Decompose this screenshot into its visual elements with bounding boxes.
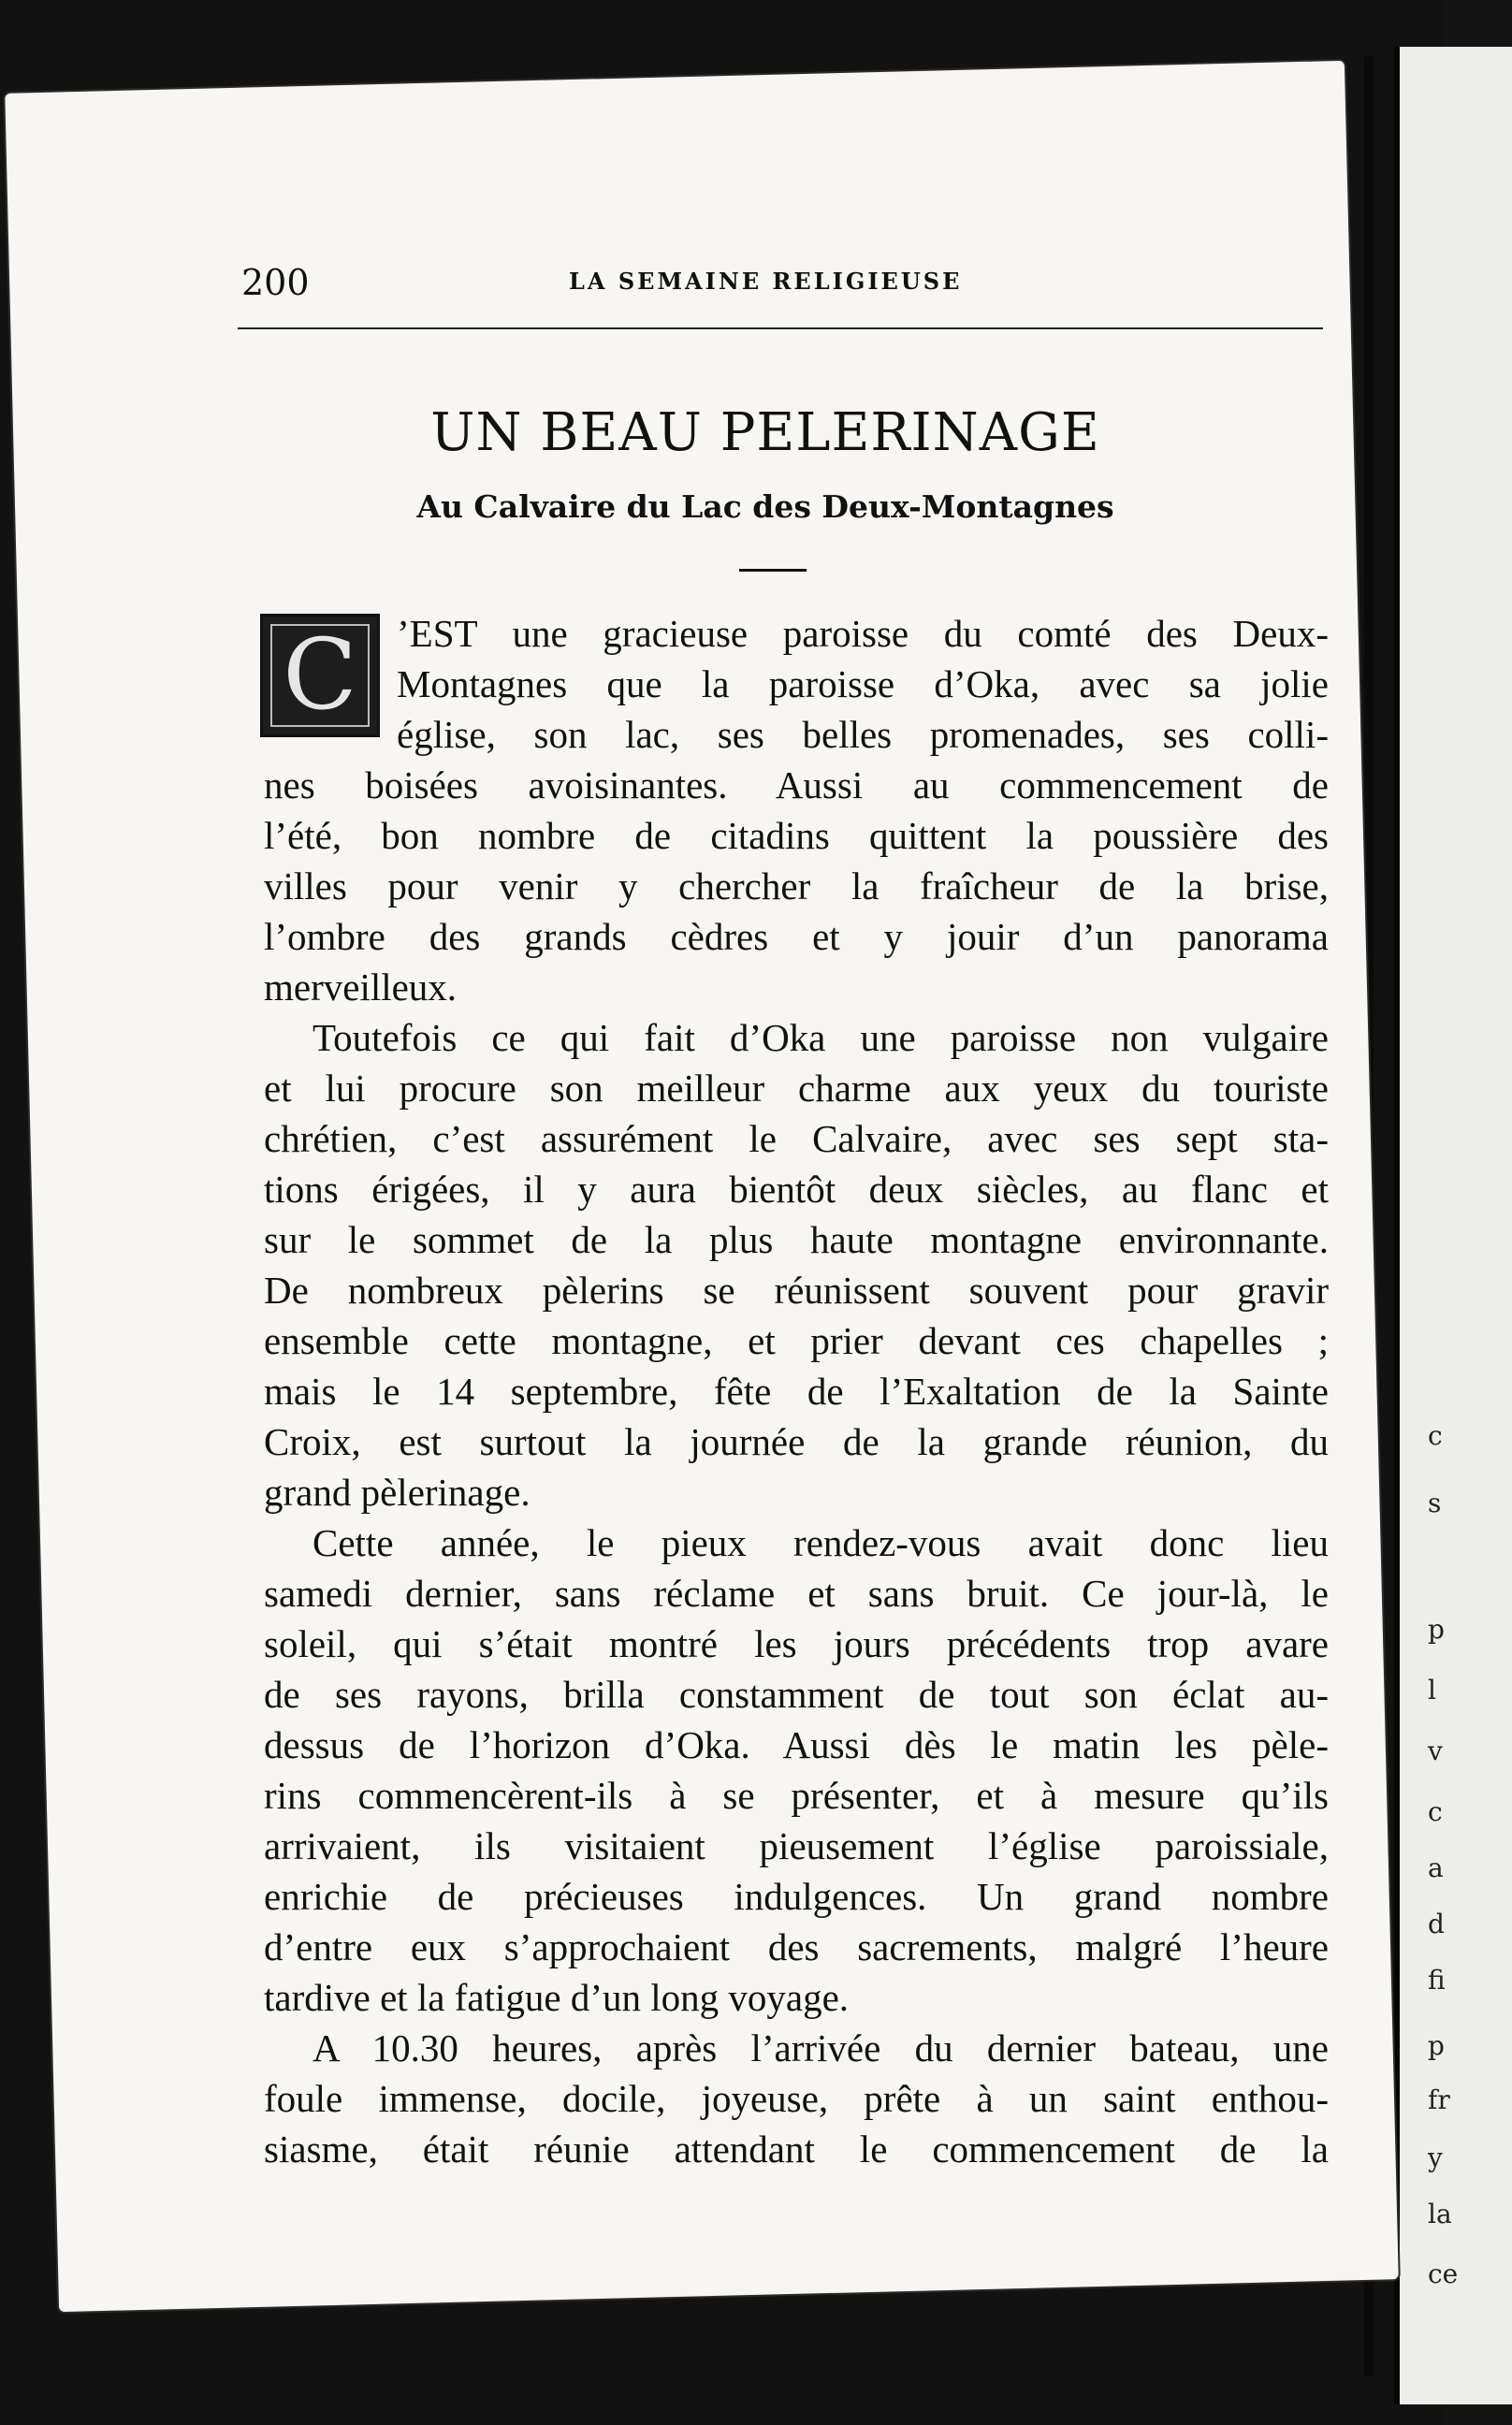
article-title: UN BEAU PELERINAGE — [430, 402, 1100, 463]
text-line: merveilleux. — [264, 966, 458, 1009]
article-body — [264, 608, 1329, 2174]
facing-page-edge — [1394, 47, 1512, 2404]
article-subtitle: Au Calvaire du Lac des Deux-Montagnes — [416, 488, 1114, 525]
text-line: A 10.30 heures, après l’arrivée du dernier bateau, une — [313, 2026, 1329, 2069]
text-line: ensemble cette montagne, et prier devant ces chapelles ; — [264, 1319, 1329, 1362]
facing-page-fragment: fr — [1428, 2084, 1450, 2115]
text-line: ’EST une gracieuse paroisse du comté des Deux- — [397, 612, 1329, 655]
text-line: villes pour venir y chercher la fraîcheur de la brise, — [264, 864, 1329, 908]
text-line: Montagnes que la paroisse d’Oka, avec sa jolie — [397, 662, 1329, 705]
text-line: samedi dernier, sans réclame et sans bruit. Ce jour-là, le — [264, 1572, 1329, 1615]
text-line: Croix, est surtout la journée de la grande réunion, du — [264, 1420, 1329, 1463]
text-line: arrivaient, ils visitaient pieusement l’église paroissiale, — [264, 1824, 1329, 1867]
facing-page-fragment: d — [1428, 1909, 1445, 1939]
text-line: rins commencèrent-ils à se présenter, et à mesure qu’ils — [264, 1774, 1329, 1817]
text-line: soleil, qui s’était montré les jours précédents trop avare — [264, 1622, 1329, 1665]
title-rule — [739, 569, 807, 572]
text-line: dessus de l’horizon d’Oka. Aussi dès le matin les pèle- — [264, 1723, 1329, 1766]
running-title: LA SEMAINE RELIGIEUSE — [569, 268, 963, 295]
text-line: église, son lac, ses belles promenades, ses colli- — [397, 713, 1329, 756]
facing-page-fragment: p — [1428, 1614, 1445, 1645]
facing-page-fragment: a — [1428, 1852, 1444, 1883]
facing-page-fragment: p — [1428, 2030, 1445, 2061]
text-line: sur le sommet de la plus haute montagne environnante. — [264, 1218, 1329, 1261]
page-number: 200 — [241, 262, 310, 303]
facing-page-fragment: c — [1428, 1796, 1443, 1827]
text-line: tardive et la fatigue d’un long voyage. — [264, 1976, 850, 2019]
text-line: l’été, bon nombre de citadins quittent la poussière des — [264, 814, 1329, 857]
facing-page-fragment: c — [1428, 1420, 1443, 1451]
text-line: l’ombre des grands cèdres et y jouir d’un panorama — [264, 915, 1329, 958]
facing-page-fragment: l — [1428, 1675, 1436, 1706]
text-line: foule immense, docile, joyeuse, prête à un saint enthou- — [264, 2077, 1329, 2120]
text-line: chrétien, c’est assurément le Calvaire, avec ses sept sta- — [264, 1117, 1329, 1160]
text-line: mais le 14 septembre, fête de l’Exaltation de la Sainte — [264, 1370, 1329, 1413]
header-rule — [238, 327, 1323, 329]
page-header — [213, 187, 1327, 303]
facing-page-fragment: v — [1428, 1735, 1443, 1766]
facing-page-fragment: ce — [1428, 2258, 1459, 2289]
text-line: enrichie de précieuses indulgences. Un grand nombre — [264, 1875, 1329, 1918]
text-line: siasme, était réunie attendant le commencement de la — [264, 2127, 1329, 2171]
text-line: Cette année, le pieux rendez-vous avait donc lieu — [313, 1521, 1329, 1564]
facing-page-fragment: s — [1428, 1488, 1442, 1518]
facing-page-fragment: la — [1428, 2199, 1452, 2229]
facing-page-fragment: y — [1428, 2142, 1443, 2173]
text-line: grand pèlerinage. — [264, 1471, 531, 1514]
text-line: et lui procure son meilleur charme aux yeux du touriste — [264, 1067, 1329, 1110]
text-line: de ses rayons, brilla constamment de tout son éclat au- — [264, 1673, 1329, 1716]
text-line: Toutefois ce qui fait d’Oka une paroisse non vulgaire — [313, 1016, 1329, 1059]
ornamental-drop-cap — [260, 614, 380, 737]
text-line: nes boisées avoisinantes. Aussi au commencement de — [264, 763, 1329, 806]
drop-cap-letter: C — [283, 617, 357, 732]
text-line: d’entre eux s’approchaient des sacrements, malgré l’heure — [264, 1925, 1329, 1968]
text-line: tions érigées, il y aura bientôt deux siècles, au flanc et — [264, 1168, 1329, 1211]
text-line: De nombreux pèlerins se réunissent souvent pour gravir — [264, 1269, 1329, 1312]
facing-page-fragment: fi — [1428, 1965, 1446, 1996]
